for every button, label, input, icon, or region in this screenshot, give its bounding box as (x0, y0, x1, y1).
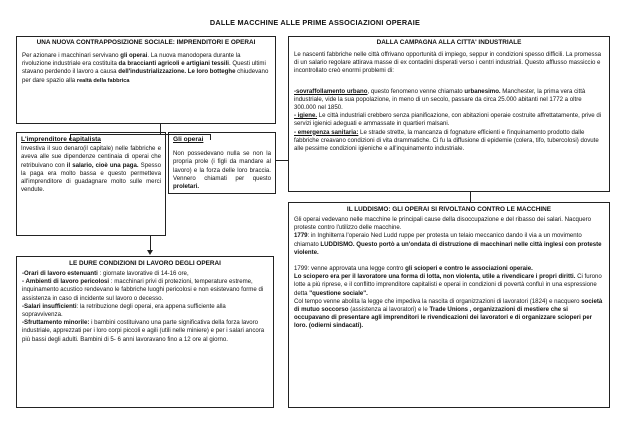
arrow-down-icon (147, 250, 153, 255)
luddismo-intro: Gli operai vedevano nelle macchine le principali cause della disoccupazione e del ribasso dei salari. Nacquero proteste contro l'utilizzo delle macchine. (294, 216, 592, 232)
box-luddismo-title: IL LUDDISMO: GLI OPERAI SI RIVOLTANO CONTRO LE MACCHINE (346, 206, 552, 213)
box-contrapposizione-title: UNA NUOVA CONTRAPPOSIZIONE SOCIALE: IMPRENDITORI E OPERAI (36, 39, 256, 46)
box-luddismo (288, 202, 610, 408)
campagna-emergenza: - emergenza sanitaria: Le strade strette, la mancanza di fognature efficienti e l'inquinamento prodotto dalle fabbriche creavano condizioni di vita drammatiche. Ci fu la diffusione di epidemie (colera, tifo, tubercolosi) dovute alle pessime condizioni igieniche e all'inquinamento industriale. (294, 128, 599, 153)
luddismo-1799: 1799: venne approvata una legge contro gli scioperi e contro le associazioni operaie. (294, 265, 533, 273)
campagna-sovraffollamento: -sovraffollamento urbano, questo fenomeno venne chiamato urbanesimo. Manchester, la prima vera città industriale, vide la sua popolazione, in meno di un secolo, passare da circa 25.000 abitanti nel 1772 a oltre 300.000 nel 1850. (294, 87, 586, 112)
box-imprenditore-text: Investiva il suo denaro(il capitale) nelle fabbriche e aveva alle sue dipendenze centinaia di operai che retribuivano con il salario, cioè una paga. Spesso la paga era molto bassa e questo permetteva all'imprenditore di guadagnare molto sulle merci vendute. (21, 145, 161, 194)
box-imprenditore (16, 132, 166, 236)
luddismo-1779: 1779: in Inghilterra l'operaio Ned Ludd ruppe per protesta un telaio meccanico dando il via a un movimento chiamato LUDDISMO. Questo portò a un'ondata di distruzione di macchinari nelle città inglesi con proteste violente. (294, 232, 602, 256)
arrow-down-line (150, 236, 151, 250)
condizione-orari: -Orari di lavoro estenuanti : giornate lavorative di 14-16 ore, (22, 270, 189, 277)
box-contrapposizione-text: Per azionare i macchinari servivano gli operai. La nuova manodopera durante la rivoluzione industriale era costituita da braccianti agricoli e artigiani tessili. Questi ultimi stavano perdendo il lavoro a causa dell'industrializzazione. Le loro botteghe chiudevano per dare spazio alla realtà della fabbrica (22, 52, 269, 84)
condizione-salari: -Salari insufficienti: la retribuzione degli operai, era appena sufficiente alla sopravvivenza. (22, 302, 226, 319)
luddismo-trade-unions: Col tempo venne abolita la legge che impediva la nascita di organizzazioni di lavoratori (1824) e nacquero società di mutuo soccorso (assistenza ai lavoratori) e le Trade Unions , organizzazioni di mestiere che si occupavano di presentare agli imprenditori le rivendicazioni dei lavoratori e di organizzare scioperi per loro. (odierni sindacati). (294, 297, 603, 330)
arrow-right-line (276, 160, 288, 161)
box-condizioni (16, 256, 274, 408)
arrow-campagna-line (470, 192, 471, 202)
campagna-intro: Le nascenti fabbriche nelle città offrivano opportunità di impiego, seppur in condizioni spesso difficili. La promessa di un salario regolare attirava masse di ex contadini disperati verso i centri industriali. Questo afflusso massiccio e incontrollato creò enormi problemi di: (294, 51, 602, 75)
box-campagna-title: DALLA CAMPAGNA ALLA CITTA' INDUSTRIALE (376, 39, 522, 46)
box-imprenditore-title: L'imprenditore capitalista (21, 136, 101, 143)
condizione-ambienti: - Ambienti di lavoro pericolosi : macchinari privi di protezioni, temperature estreme, inquinamento acustico rendevano le fabbriche luoghi pericolosi e non esistevano forme di assistenza in caso di incidente sul lavoro o decesso. (22, 278, 264, 302)
box-operai-title: Gli operai (173, 136, 204, 143)
box-operai-text: Non possedevano nulla se non la propria prole (i figli da mandare al lavoro) e la forza delle loro braccia. Vennero chiamati per questo proletari. (173, 150, 271, 191)
box-campagna (288, 36, 610, 192)
box-operai (168, 132, 276, 194)
page-title: DALLE MACCHINE ALLE PRIME ASSOCIAZIONI OPERAIE (209, 18, 421, 27)
condizione-sfruttamento: -Sfruttamento minorile: i bambini costituivano una parte significativa della forza lavoro industriale, apprezzati per i loro corpi piccoli e agili (utili nelle miniere) e per i salari ancora più bassi degli adulti. Bambini di 5- 6 anni lavoravano fino a 12 ore al giorno. (22, 319, 265, 343)
campagna-igiene: - igiene. Le città industriali crebbero senza pianificazione, con abitazioni operaie costruite affrettatamente, prive di servizi igienici adeguati e ammassate in quartieri malsani. (294, 112, 602, 128)
luddismo-sciopero: Lo sciopero era per il lavoratore una forma di lotta, non violenta, utile a rivendicare i propri diritti. Ci furono lotte a più riprese, e il conflitto imprenditore capitalisti e operai in condizioni di povertà confluì in una espressione detta "questione sociale". (294, 273, 602, 297)
box-condizioni-title: LE DURE CONDIZIONI DI LAVORO DEGLI OPERAI (69, 260, 221, 267)
box-contrapposizione (16, 36, 276, 124)
